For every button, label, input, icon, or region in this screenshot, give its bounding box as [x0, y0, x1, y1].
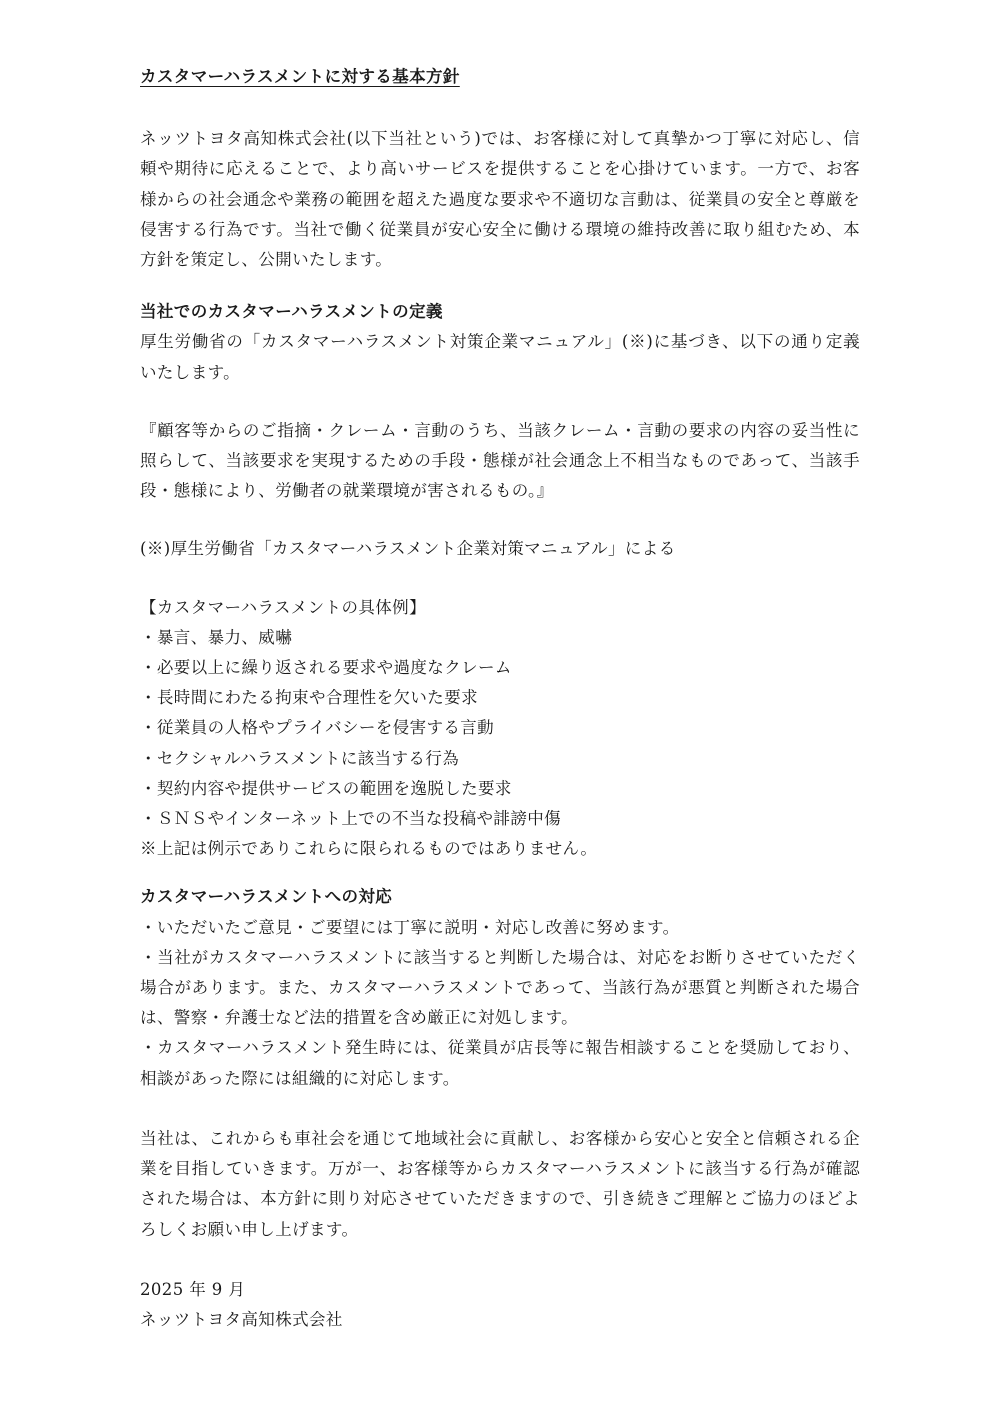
intro-paragraph: ネッツトヨタ高知株式会社(以下当社という)では、お客様に対して真摯かつ丁寧に対応し、信頼や期待に応えることで、より高いサービスを提供することを心掛けています。一方で、お客様からの社会通念や業務の範囲を超えた過度な要求や不適切な言動は、従業員の安全と尊厳を侵害する行為です。当社で働く従業員が安心安全に働ける環境の維持改善に取り組むため、本方針を策定し、公開いたします。 [140, 129, 860, 270]
closing-paragraph: 当社は、これからも車社会を通じて地域社会に貢献し、お客様から安心と安全と信頼される企業を目指していきます。万が一、お客様等からカスタマーハラスメントに該当する行為が確認された場合は、本方針に則り対応させていただきますので、引き続きご理解とご協力のほどよろしくお願い申し上げます。 [140, 1128, 860, 1239]
list-item: ・暴言、暴力、威嚇 [140, 627, 293, 647]
list-item: ・セクシャルハラスメントに該当する行為 [140, 748, 460, 768]
spacer [140, 565, 860, 593]
response-item: ・いただいたご意見・ご要望には丁寧に説明・対応し改善に努めます。 [140, 917, 680, 937]
spacer [140, 1094, 860, 1124]
spacer [140, 92, 860, 122]
response-item: ・当社がカスタマーハラスメントに該当すると判断した場合は、対応をお断りさせていただく場合があります。また、カスタマーハラスメントであって、当該行為が悪質と判断された場合は、警察・弁護士など法的措置を含め厳正に対処します。 [140, 947, 860, 1028]
examples-heading: 【カスタマーハラスメントの具体例】 [140, 597, 426, 617]
list-item: ・長時間にわたる拘束や合理性を欠いた要求 [140, 688, 478, 708]
spacer [140, 506, 860, 534]
definition-note: (※)厚生労働省「カスタマーハラスメント企業対策マニュアル」による [140, 539, 676, 559]
definition-heading: 当社でのカスタマーハラスメントの定義 [140, 302, 443, 322]
document-title: カスタマーハラスメントに対する基本方針 [140, 67, 460, 86]
definition-quote: 『顧客等からのご指摘・クレーム・言動のうち、当該クレーム・言動の要求の内容の妥当性に照らして、当該要求を実現するための手段・態様が社会通念上不相当なものであって、当該手段・態様により、労働者の就業環境が害されるもの。』 [140, 420, 860, 501]
response-heading: カスタマーハラスメントへの対応 [140, 887, 393, 907]
footer-date: 2025 年 9 月 [140, 1279, 246, 1299]
spacer [140, 1245, 860, 1275]
list-item: ・必要以上に繰り返される要求や過度なクレーム [140, 658, 512, 678]
list-item: ・契約内容や提供サービスの範囲を逸脱した要求 [140, 778, 512, 798]
spacer [140, 864, 860, 882]
spacer [140, 388, 860, 416]
spacer [140, 275, 860, 297]
examples-list [140, 623, 860, 834]
list-item: ・ＳＮＳやインターネット上での不当な投稿や誹謗中傷 [140, 809, 562, 829]
examples-note: ※上記は例示でありこれらに限られるものではありません。 [140, 839, 598, 859]
list-item: ・従業員の人格やプライバシーを侵害する言動 [140, 718, 495, 738]
policy-document [140, 62, 860, 1335]
definition-text: 厚生労働省の「カスタマーハラスメント対策企業マニュアル」(※)に基づき、以下の通り定義いたします。 [140, 332, 860, 382]
footer-company: ネッツトヨタ高知株式会社 [140, 1309, 343, 1329]
response-item: ・カスタマーハラスメント発生時には、従業員が店長等に報告相談することを奨励しており、相談があった際には組織的に対応します。 [140, 1038, 860, 1088]
